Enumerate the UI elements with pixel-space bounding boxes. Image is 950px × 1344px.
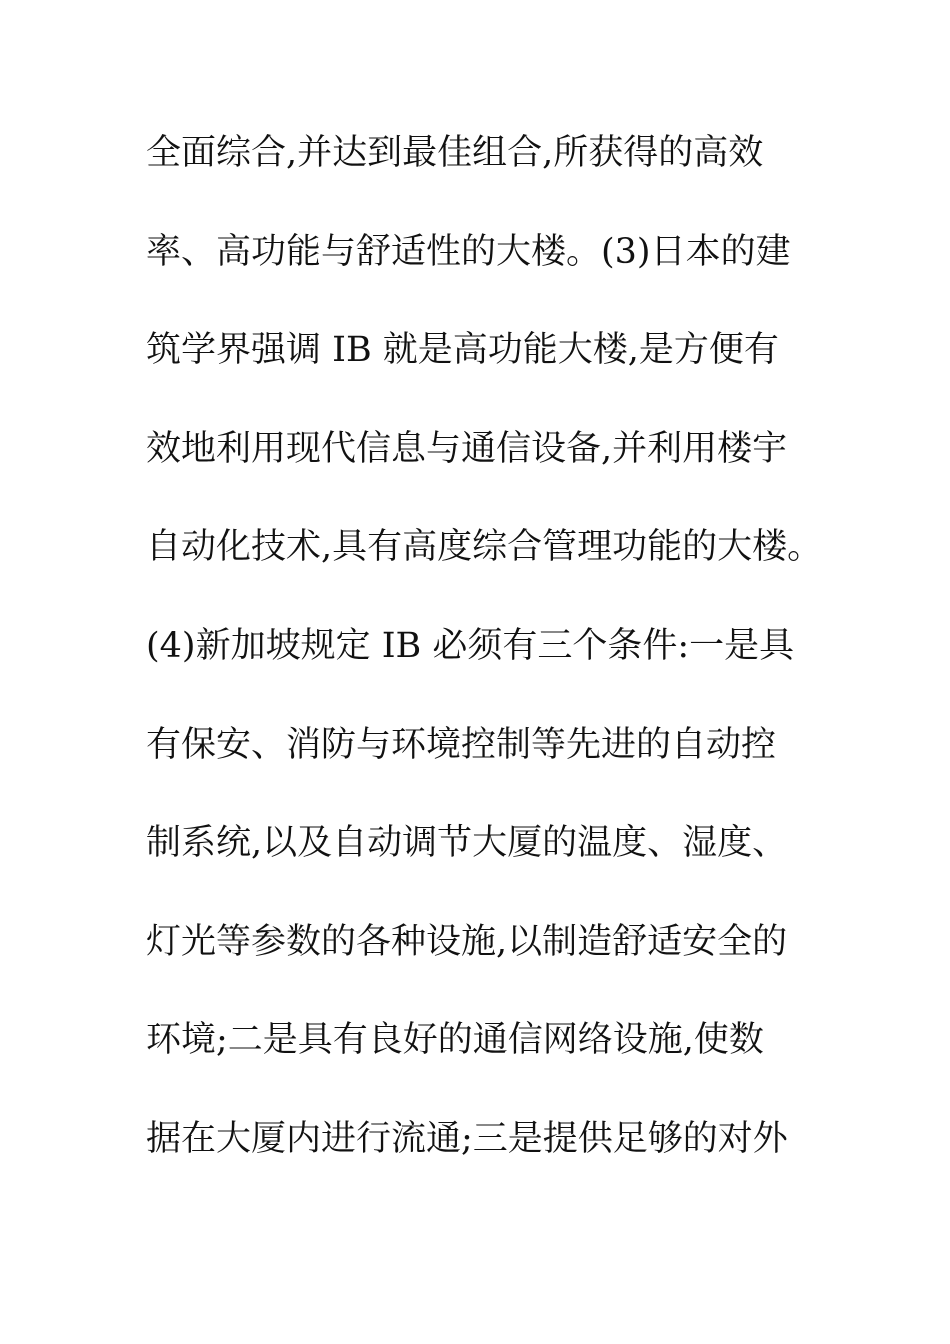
text-line: 全面综合,并达到最佳组合,所获得的高效 — [146, 133, 764, 173]
text-line: 效地利用现代信息与通信设备,并利用楼宇 — [146, 428, 788, 469]
text-line: 筑学界强调 IB 就是高功能大楼,是方便有 — [146, 330, 779, 371]
text-line: 有保安、消防与环境控制等先进的自动控 — [146, 724, 777, 765]
text-line: 制系统,以及自动调节大厦的温度、湿度、 — [146, 823, 788, 864]
text-line: 自动化技术,具有高度综合管理功能的大楼。 — [146, 527, 823, 568]
text-line: 率、高功能与舒适性的大楼。(3)日本的建 — [146, 231, 791, 272]
text-line: 据在大厦内进行流通;三是提供足够的对外 — [146, 1118, 788, 1159]
text-line: 环境;二是具有良好的通信网络设施,使数 — [146, 1020, 764, 1061]
text-line: (4)新加坡规定 IB 必须有三个条件:一是具 — [146, 625, 795, 666]
body-text — [146, 125, 936, 1210]
text-line: 灯光等参数的各种设施,以制造舒适安全的 — [146, 921, 788, 962]
